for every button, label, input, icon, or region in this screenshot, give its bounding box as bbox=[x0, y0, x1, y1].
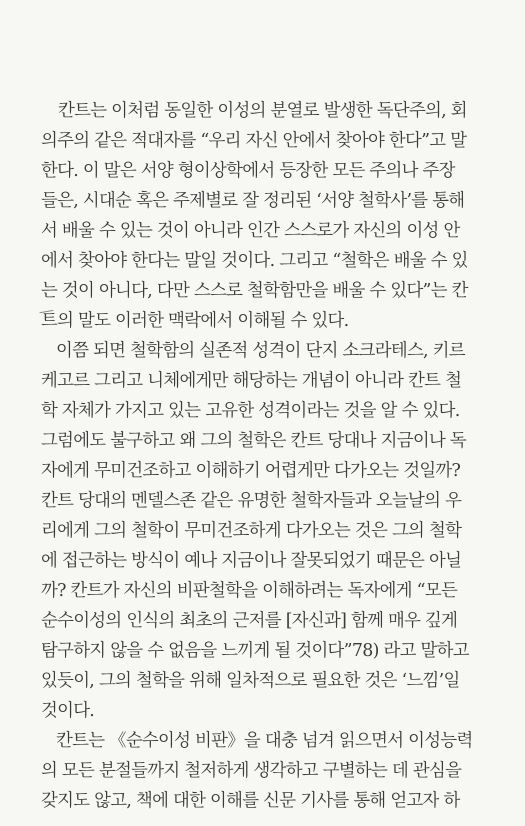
paragraph-1-line-2: 의주의 같은 적대자를 “우리 자신 안에서 찾아야 한다”고 말 bbox=[41, 131, 467, 151]
paragraph-2-line-8: 에 접근하는 방식이 예나 지금이나 잘못되었기 때문은 아닐 bbox=[41, 551, 462, 571]
paragraph-2-line-2: 케고르 그리고 니체에게만 해당하는 개념이 아니라 칸트 철 bbox=[41, 371, 462, 391]
paragraph-1-line-1: 칸트는 이처럼 동일한 이성의 분열로 발생한 독단주의, 회 bbox=[58, 101, 467, 121]
paragraph-1-line-3: 한다. 이 말은 서양 형이상학에서 등장한 모든 주의나 주장 bbox=[41, 161, 455, 181]
paragraph-2-line-5: 자에게 무미건조하고 이해하기 어렵게만 다가오는 것일까? bbox=[41, 461, 461, 481]
paragraph-2-line-4: 그럼에도 불구하고 왜 그의 철학은 칸트 당대나 지금이나 독 bbox=[41, 431, 467, 451]
paragraph-2-line-7: 리에게 그의 철학이 무미건조하게 다가오는 것은 그의 철학 bbox=[41, 521, 462, 541]
paragraph-2-line-1: 이쯤 되면 철학함의 실존적 성격이 단지 소크라테스, 키르 bbox=[56, 341, 465, 361]
paragraph-2-line-9: 까? 칸트가 자신의 비판철학을 이해하려는 독자에게 “모든 bbox=[41, 581, 458, 601]
paragraph-3-line-2: 의 모든 분절들까지 철저하게 생각하고 구별하는 데 관심을 bbox=[41, 761, 462, 781]
paragraph-2-line-11: 탐구하지 않을 수 없음을 느끼게 될 것이다”78) 라고 말하고 bbox=[41, 641, 469, 661]
paragraph-3-line-3: 갖지도 않고, 책에 대한 이해를 신문 기사를 통해 얻고자 하 bbox=[41, 791, 460, 811]
paragraph-2-line-3: 학 자체가 가지고 있는 고유한 성격이라는 것을 알 수 있다. bbox=[41, 401, 460, 421]
paragraph-1-line-5: 서 배울 수 있는 것이 아니라 인간 스스로가 자신의 이성 안 bbox=[41, 221, 460, 241]
paragraph-1-line-6: 에서 찾아야 한다는 말일 것이다. 그리고 “철학은 배울 수 있 bbox=[41, 251, 468, 271]
paragraph-2-line-10: 순수이성의 인식의 최초의 근저를 [자신과] 함께 매우 깊게 bbox=[41, 611, 458, 631]
paragraph-3-line-1: 칸트는 《순수이성 비판》을 대충 넘겨 읽으면서 이성능력 bbox=[56, 731, 473, 751]
paragraph-1-line-4: 들은, 시대순 혹은 주제별로 잘 정리된 ‘서양 철학사’를 통해 bbox=[41, 191, 465, 211]
paragraph-2-line-13: 것이다. bbox=[41, 701, 95, 721]
paragraph-1-line-7: 는 것이 아니다, 다만 스스로 철학함만을 배울 수 있다”는 칸 bbox=[41, 281, 468, 301]
paragraph-1-line-8: 트의 말도 이러한 맥락에서 이해될 수 있다. bbox=[41, 311, 349, 331]
paragraph-2-line-6: 칸트 당대의 멘델스존 같은 유명한 철학자들과 오늘날의 우 bbox=[41, 491, 462, 511]
paragraph-2-line-12: 있듯이, 그의 철학을 위해 일차적으로 필요한 것은 ‘느낌’일 bbox=[41, 671, 460, 691]
